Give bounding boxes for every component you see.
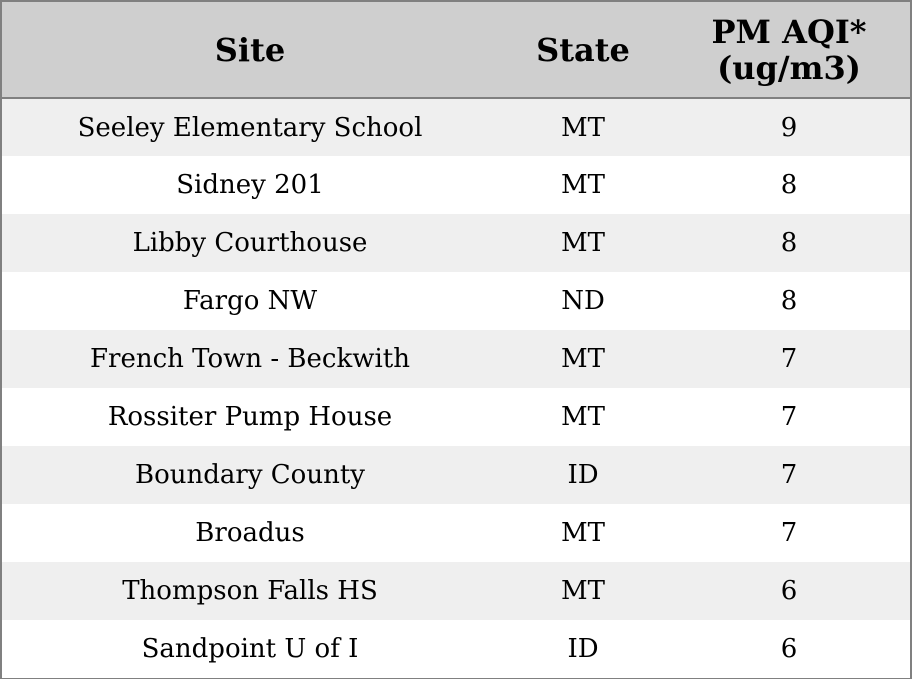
cell-pm-aqi: 6 xyxy=(780,634,798,664)
cell-site: Seeley Elementary School xyxy=(77,112,423,143)
cell-state: MT xyxy=(561,228,605,258)
cell-site: French Town - Beckwith xyxy=(89,344,411,374)
header-row xyxy=(2,2,910,98)
header-pm-aqi-unit: (ug/m3) xyxy=(717,48,861,87)
cell-state: ID xyxy=(567,460,599,490)
header-site: Site xyxy=(2,2,498,98)
cell-site: Sidney 201 xyxy=(176,170,324,200)
cell-state: MT xyxy=(561,518,605,548)
cell-site: Broadus xyxy=(195,518,305,548)
table-row xyxy=(2,156,910,214)
cell-state: ND xyxy=(561,286,605,316)
header-state: State xyxy=(498,2,668,98)
cell-state: MT xyxy=(561,576,605,606)
table-row xyxy=(2,214,910,272)
table-row xyxy=(2,504,910,562)
cell-site: Libby Courthouse xyxy=(132,228,368,258)
cell-pm-aqi: 7 xyxy=(780,460,798,490)
header-pm-aqi xyxy=(668,2,910,98)
cell-state: MT xyxy=(561,170,605,200)
table-body xyxy=(2,98,910,678)
table-row xyxy=(2,562,910,620)
cell-site: Thompson Falls HS xyxy=(122,576,378,606)
cell-pm-aqi: 7 xyxy=(780,402,798,432)
table-row xyxy=(2,446,910,504)
cell-site: Boundary County xyxy=(135,460,365,490)
aqi-table xyxy=(2,2,910,678)
cell-state: MT xyxy=(561,112,605,143)
cell-state: MT xyxy=(561,344,605,374)
table-row xyxy=(2,620,910,678)
cell-pm-aqi: 8 xyxy=(780,286,798,316)
cell-pm-aqi: 8 xyxy=(780,170,798,200)
cell-pm-aqi: 9 xyxy=(780,112,798,143)
header-pm-aqi-label: PM AQI* xyxy=(711,12,867,51)
table-row xyxy=(2,272,910,330)
table-row xyxy=(2,98,910,156)
cell-pm-aqi: 6 xyxy=(780,576,798,606)
cell-site: Fargo NW xyxy=(182,286,318,316)
cell-pm-aqi: 7 xyxy=(780,344,798,374)
cell-pm-aqi: 7 xyxy=(780,518,798,548)
table-row xyxy=(2,388,910,446)
cell-pm-aqi: 8 xyxy=(780,228,798,258)
cell-state: MT xyxy=(561,402,605,432)
cell-site: Rossiter Pump House xyxy=(107,402,393,432)
cell-site: Sandpoint U of I xyxy=(141,634,359,664)
cell-state: ID xyxy=(567,634,599,664)
table-row xyxy=(2,330,910,388)
